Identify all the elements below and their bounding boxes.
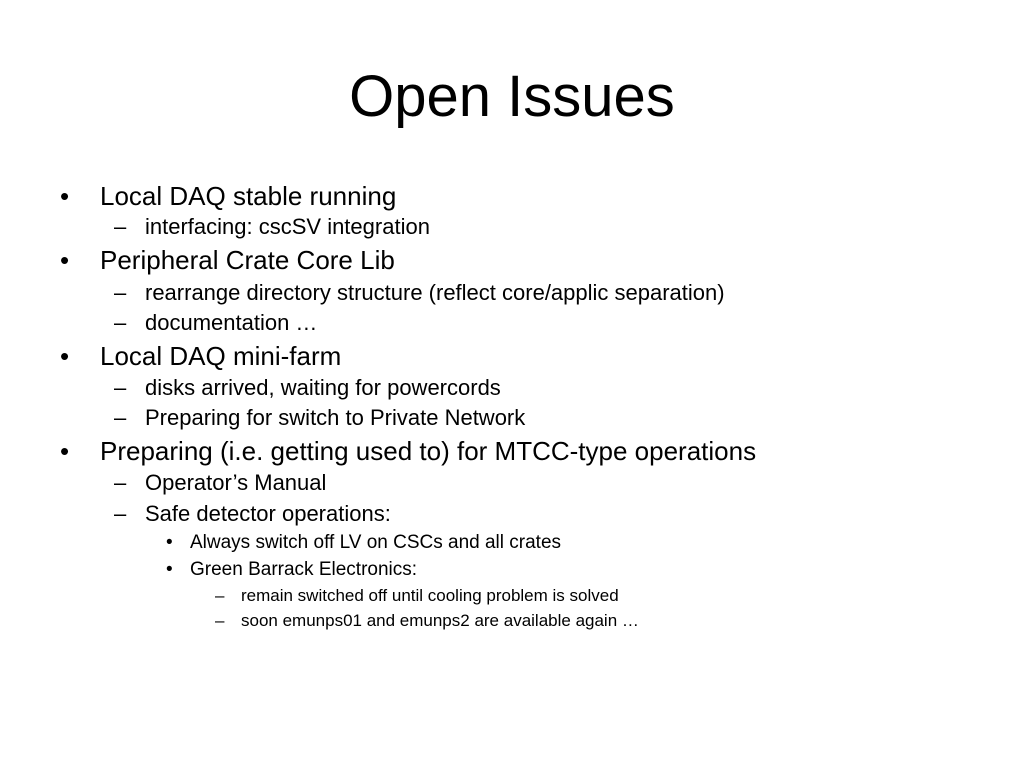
third-level-text: Green Barrack Electronics: <box>190 559 418 580</box>
dash-marker: – <box>114 280 127 305</box>
bullet-marker: • <box>166 559 173 580</box>
dash-marker: – <box>114 405 127 430</box>
bullet-marker: • <box>60 341 70 371</box>
bullet-marker: • <box>60 181 70 211</box>
sub-bullet-text: Operator’s Manual <box>145 470 327 495</box>
sub-bullet-text: interfacing: cscSV integration <box>145 214 430 239</box>
dash-marker: – <box>114 501 127 526</box>
bullet-marker: • <box>166 532 173 553</box>
bullet-text: Local DAQ mini-farm <box>100 341 342 371</box>
sub-bullet-text: Preparing for switch to Private Network <box>145 405 526 430</box>
sub-bullet-text: rearrange directory structure (reflect core/applic separation) <box>145 280 725 305</box>
bullet-text: Peripheral Crate Core Lib <box>100 245 395 275</box>
dash-marker: – <box>114 214 127 239</box>
fourth-level-text: soon emunps01 and emunps2 are available again … <box>241 611 639 630</box>
sub-bullet-text: documentation … <box>145 310 318 335</box>
dash-marker: – <box>114 310 127 335</box>
bullet-marker: • <box>60 245 70 275</box>
sub-bullet-text: Safe detector operations: <box>145 501 391 526</box>
dash-marker: – <box>114 375 127 400</box>
bullet-text: Preparing (i.e. getting used to) for MTCC-type operations <box>100 436 757 466</box>
slide-title: Open Issues <box>349 64 675 129</box>
dash-marker: – <box>215 611 225 630</box>
dash-marker: – <box>215 586 225 605</box>
bullet-text: Local DAQ stable running <box>100 181 397 211</box>
dash-marker: – <box>114 470 127 495</box>
bullet-marker: • <box>60 436 70 466</box>
third-level-text: Always switch off LV on CSCs and all crates <box>190 532 562 553</box>
sub-bullet-text: disks arrived, waiting for powercords <box>145 375 501 400</box>
fourth-level-text: remain switched off until cooling problem is solved <box>241 586 619 605</box>
